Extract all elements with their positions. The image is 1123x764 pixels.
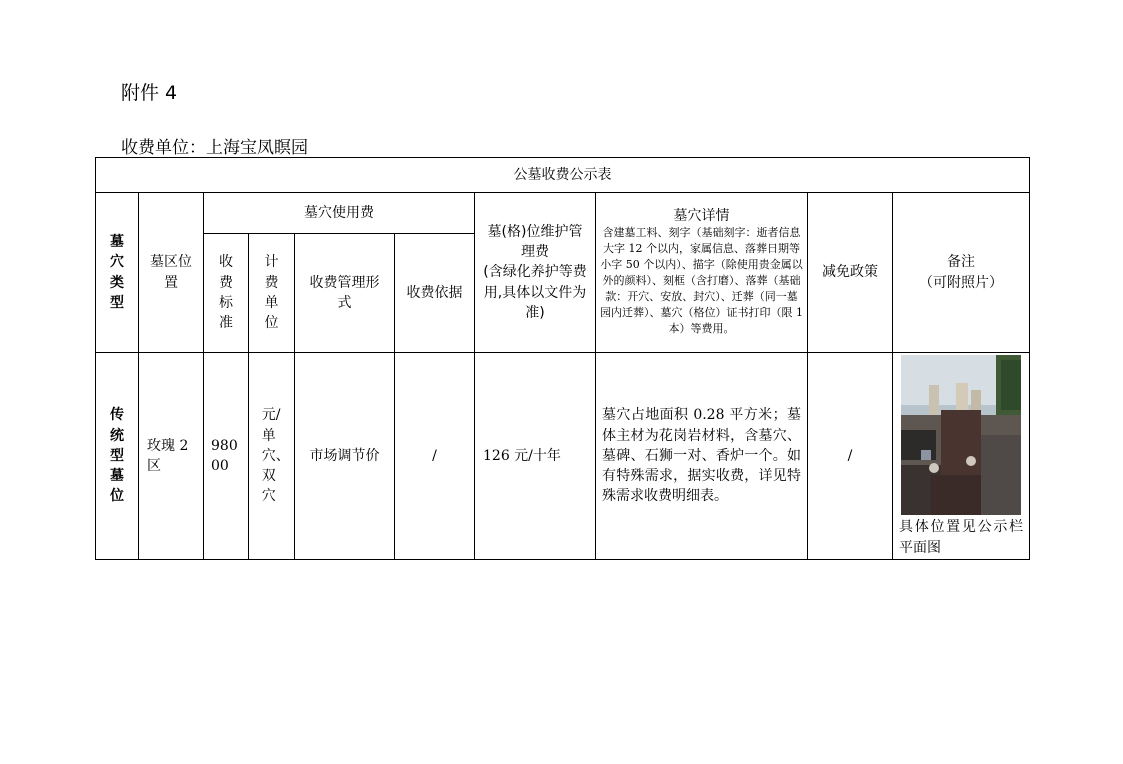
cell-reduction: / bbox=[808, 353, 893, 560]
fee-table bbox=[95, 157, 1030, 560]
header-details: 墓穴详情 含建墓工料、刻字（基础刻字：逝者信息大字 12 个以内，家属信息、落葬日期等小字 50 个以内）、描字（除使用贵金属以外的颜料）、刻框（含打磨）、落葬（基础款：开穴、安放、封穴）、迁葬（同一墓园内迁葬）、墓穴（格位）证书打印（限 1 本）等费用。 bbox=[596, 193, 808, 353]
table-title: 公墓收费公示表 bbox=[96, 158, 1030, 193]
cell-fee-basis: / bbox=[395, 353, 475, 560]
cell-billing-unit: 元/单穴、双穴 bbox=[249, 353, 295, 560]
cemetery-photo bbox=[901, 355, 1021, 515]
cell-details: 墓穴占地面积 0.28 平方米；墓体主材为花岗岩材料，含墓穴、墓碑、石狮一对、香炉一个。如有特殊需求，据实收费，详见特殊需求收费明细表。 bbox=[596, 353, 808, 560]
cell-mgmt-form: 市场调节价 bbox=[295, 353, 395, 560]
header-location: 墓区位置 bbox=[139, 193, 204, 353]
fee-unit-line: 收费单位：上海宝凤瞑园 bbox=[121, 138, 308, 158]
header-billing-unit: 计费单位 bbox=[249, 234, 295, 353]
cell-grave-type: 传统型墓位 bbox=[96, 353, 139, 560]
header-fee-standard: 收费标准 bbox=[204, 234, 249, 353]
cell-location: 玫瑰 2 区 bbox=[139, 353, 204, 560]
header-fee-basis: 收费依据 bbox=[395, 234, 475, 353]
header-mgmt-form: 收费管理形式 bbox=[295, 234, 395, 353]
cell-fee-standard: 98000 bbox=[204, 353, 249, 560]
attachment-label: 附件 4 bbox=[121, 82, 178, 104]
header-reduction-policy: 减免政策 bbox=[808, 193, 893, 353]
header-maintenance-fee: 墓(格)位维护管理费 (含绿化养护等费用,具体以文件为准) bbox=[475, 193, 596, 353]
header-grave-type: 墓穴类型 bbox=[96, 193, 139, 353]
photo-caption: 具体位置见公示栏平面图 bbox=[899, 519, 1024, 556]
header-remarks: 备注 （可附照片） bbox=[893, 193, 1030, 353]
cell-remarks bbox=[893, 353, 1030, 560]
header-usage-fee: 墓穴使用费 bbox=[204, 193, 475, 234]
table-row bbox=[96, 353, 1030, 560]
cell-maintenance-fee: 126 元/十年 bbox=[475, 353, 596, 560]
